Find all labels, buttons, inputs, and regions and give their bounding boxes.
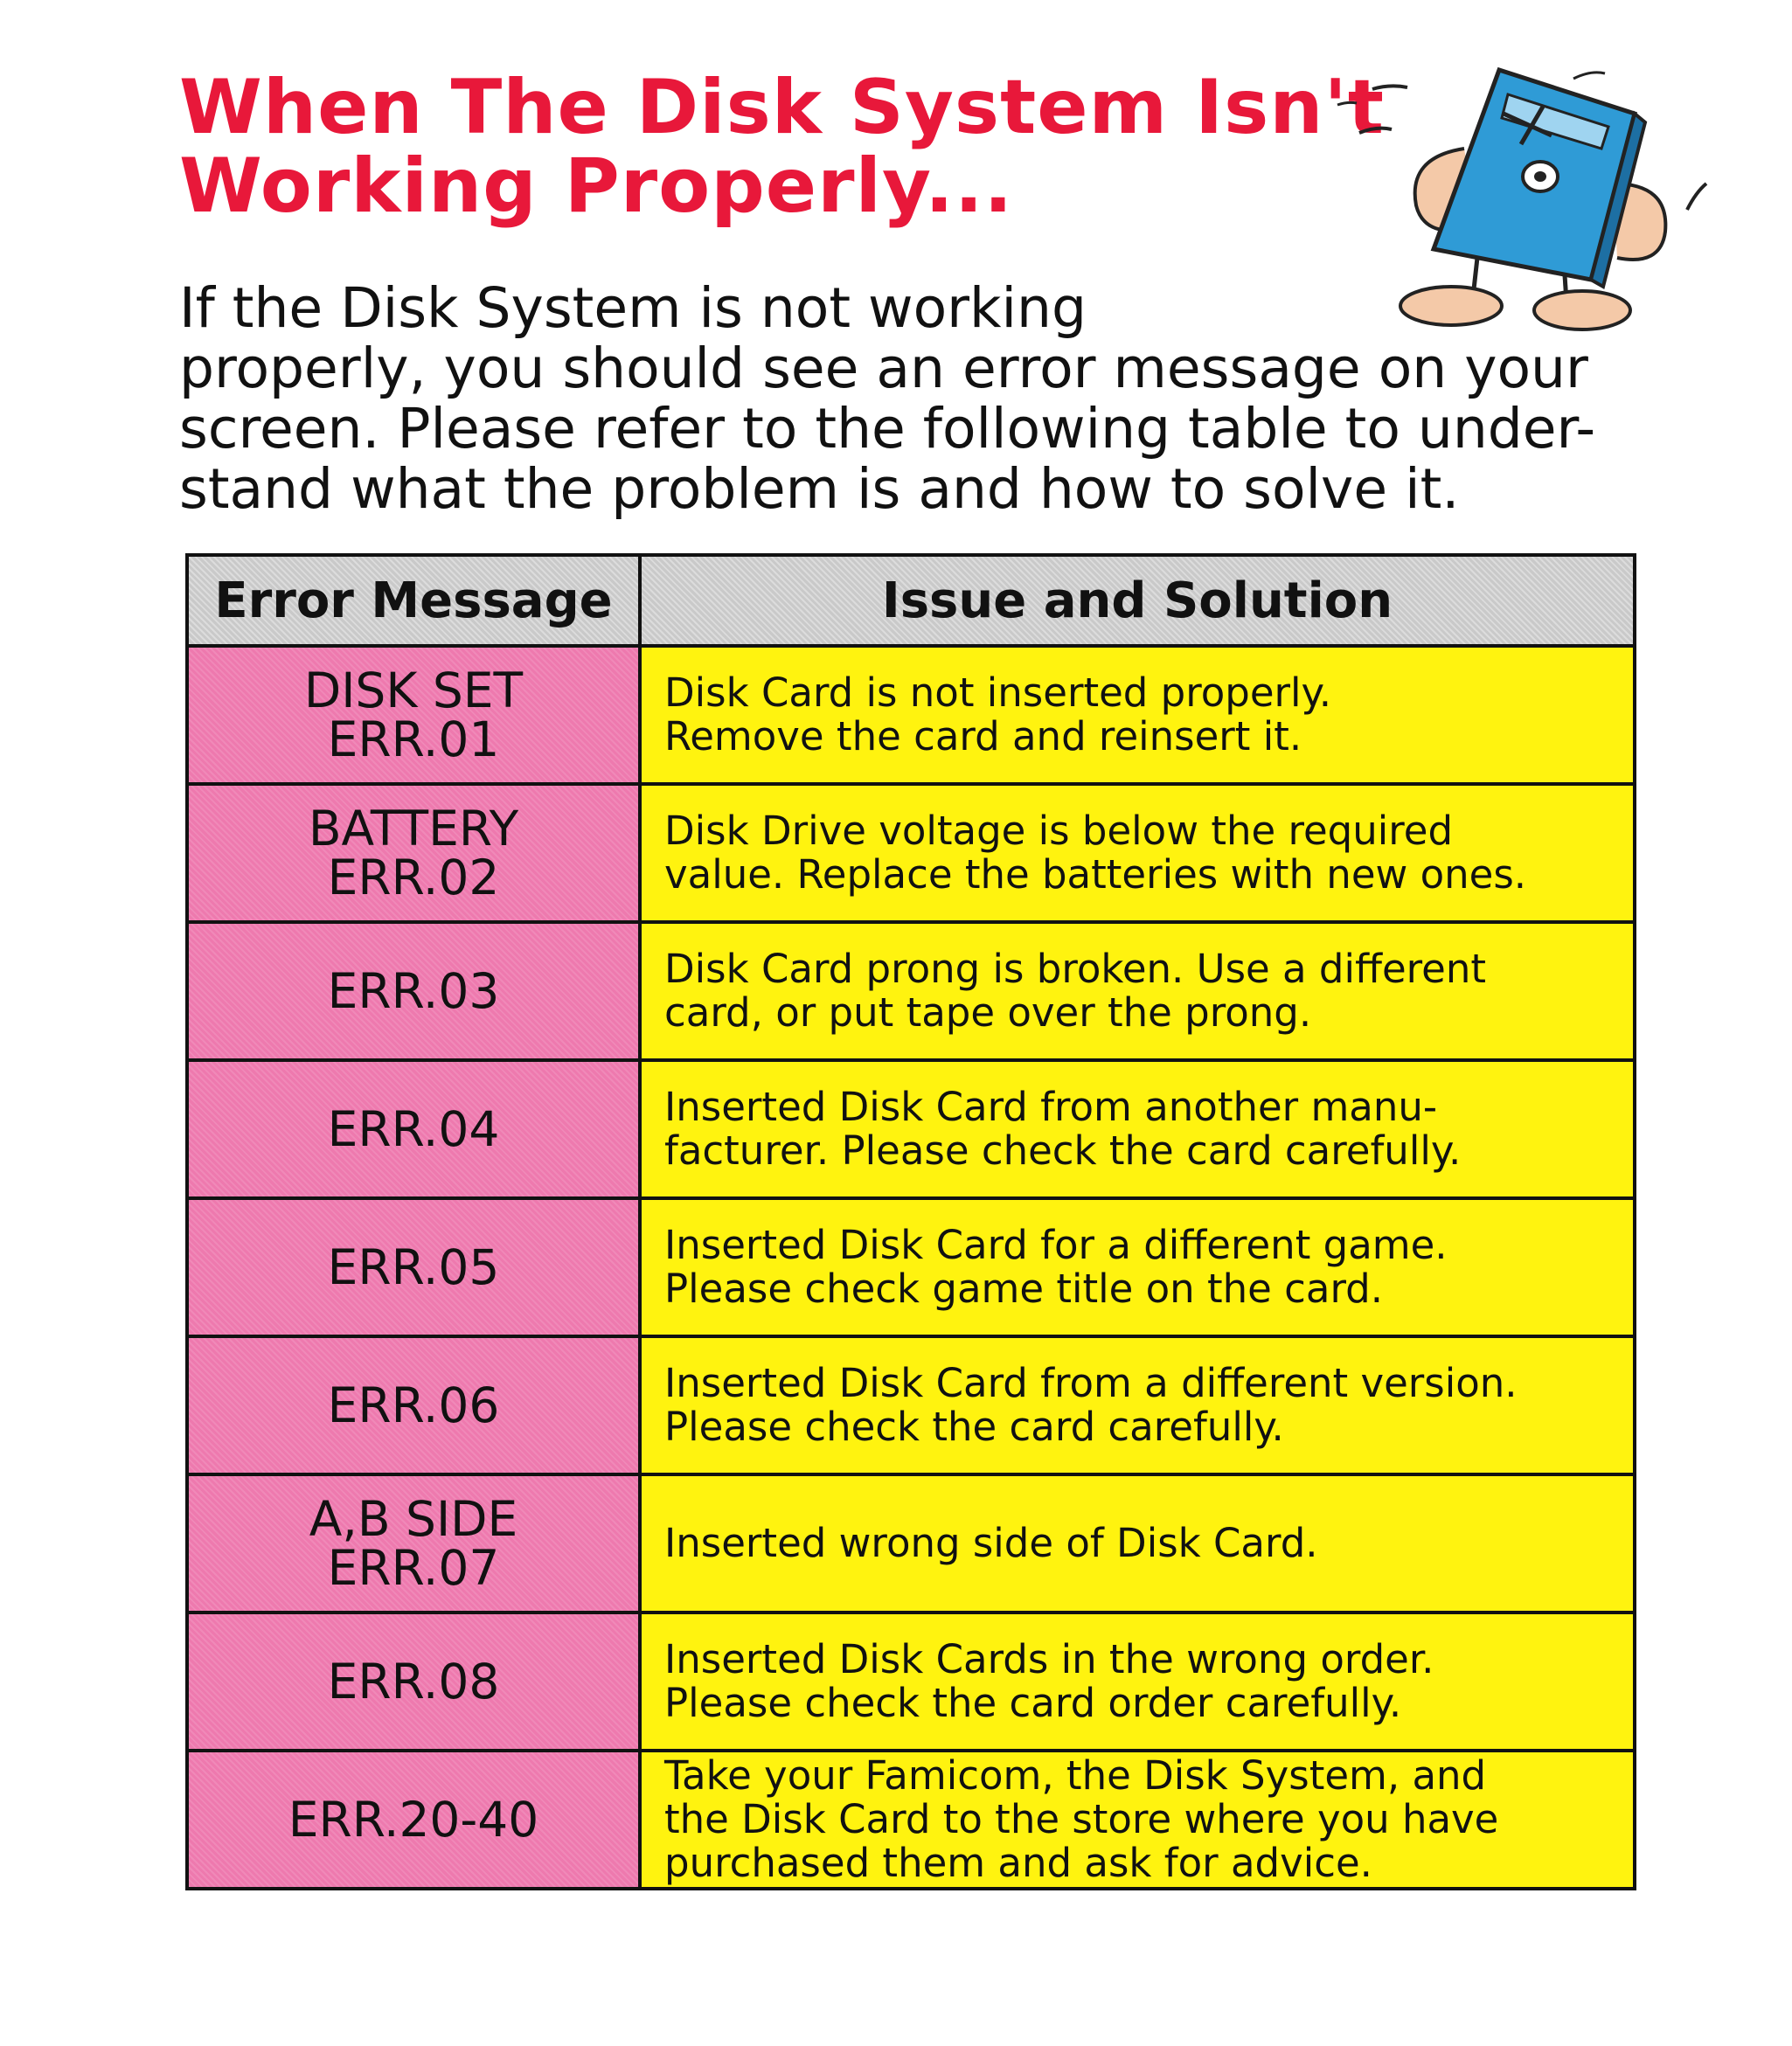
error-message-cell <box>187 1751 640 1889</box>
page-title <box>179 64 1385 230</box>
issue-solution-line: Remove the card and reinsert it. <box>664 713 1302 759</box>
table-row <box>187 1474 1635 1613</box>
issue-solution-line: Please check game title on the card. <box>664 1266 1384 1312</box>
issue-solution-line: Disk Drive voltage is below the required <box>664 808 1454 854</box>
issue-solution-line: facturer. Please check the card carefully. <box>664 1127 1462 1174</box>
issue-solution-line: Please check the card order carefully. <box>664 1680 1402 1726</box>
issue-solution-line: Inserted Disk Card from another manu- <box>664 1084 1438 1130</box>
table-row <box>187 1198 1635 1336</box>
issue-solution-cell <box>640 1474 1635 1613</box>
header-issue-solution: Issue and Solution <box>640 555 1635 646</box>
error-message-cell <box>187 784 640 922</box>
error-message-line: A,B SIDE <box>309 1491 518 1547</box>
page-title-line: When The Disk System Isn't <box>179 64 1385 151</box>
error-table-body <box>187 646 1635 1889</box>
issue-solution-cell <box>640 1613 1635 1751</box>
intro-paragraph <box>179 278 1753 519</box>
error-message-line: ERR.20-40 <box>288 1792 539 1848</box>
table-row <box>187 784 1635 922</box>
error-message-cell <box>187 1336 640 1474</box>
error-message-line: DISK SET <box>303 662 524 718</box>
issue-solution-cell <box>640 1751 1635 1889</box>
issue-solution-line: the Disk Card to the store where you have <box>664 1796 1499 1842</box>
table-row <box>187 922 1635 1060</box>
issue-solution-cell <box>640 1060 1635 1198</box>
issue-solution-line: Take your Famicom, the Disk System, and <box>664 1752 1487 1799</box>
page-title-line: Working Properly... <box>179 142 1014 230</box>
issue-solution-cell <box>640 1198 1635 1336</box>
error-message-line: ERR.03 <box>327 963 500 1019</box>
table-row <box>187 646 1635 784</box>
issue-solution-line: Inserted Disk Card from a different version. <box>664 1360 1518 1406</box>
issue-solution-cell <box>640 784 1635 922</box>
issue-solution-line: value. Replace the batteries with new ones. <box>664 851 1527 898</box>
issue-solution-line: purchased them and ask for advice. <box>664 1840 1372 1886</box>
table-row <box>187 1060 1635 1198</box>
table-row <box>187 1613 1635 1751</box>
issue-solution-line: Inserted Disk Cards in the wrong order. <box>664 1636 1434 1682</box>
error-message-line: ERR.06 <box>327 1377 500 1433</box>
issue-solution-line: Disk Card is not inserted properly. <box>664 669 1332 716</box>
intro-line: stand what the problem is and how to solve it. <box>179 457 1460 521</box>
error-message-line: BATTERY <box>308 801 519 857</box>
error-message-cell <box>187 646 640 784</box>
issue-solution-cell <box>640 922 1635 1060</box>
table-header-row <box>187 555 1635 646</box>
intro-line: properly, you should see an error message on your <box>179 336 1588 400</box>
error-message-line: ERR.04 <box>327 1101 500 1157</box>
issue-solution-line: Inserted Disk Card for a different game. <box>664 1222 1448 1268</box>
error-message-line: ERR.02 <box>327 850 500 905</box>
error-message-line: ERR.05 <box>327 1239 500 1295</box>
issue-solution-line: Please check the card carefully. <box>664 1404 1284 1450</box>
issue-solution-cell <box>640 646 1635 784</box>
table-row <box>187 1336 1635 1474</box>
issue-solution-line: card, or put tape over the prong. <box>664 989 1312 1036</box>
table-row <box>187 1751 1635 1889</box>
issue-solution-line: Inserted wrong side of Disk Card. <box>664 1520 1318 1566</box>
error-message-line: ERR.01 <box>327 711 500 767</box>
header-error-message: Error Message <box>187 555 640 646</box>
error-message-cell <box>187 1198 640 1336</box>
error-table <box>185 553 1636 1890</box>
intro-line: If the Disk System is not working <box>179 276 1087 340</box>
intro-line: screen. Please refer to the following table to under- <box>179 397 1596 461</box>
issue-solution-cell <box>640 1336 1635 1474</box>
error-message-cell <box>187 1060 640 1198</box>
error-message-cell <box>187 922 640 1060</box>
error-message-line: ERR.08 <box>327 1654 500 1710</box>
issue-solution-line: Disk Card prong is broken. Use a different <box>664 946 1487 992</box>
error-message-cell <box>187 1613 640 1751</box>
error-message-line: ERR.07 <box>327 1540 500 1596</box>
error-message-cell <box>187 1474 640 1613</box>
